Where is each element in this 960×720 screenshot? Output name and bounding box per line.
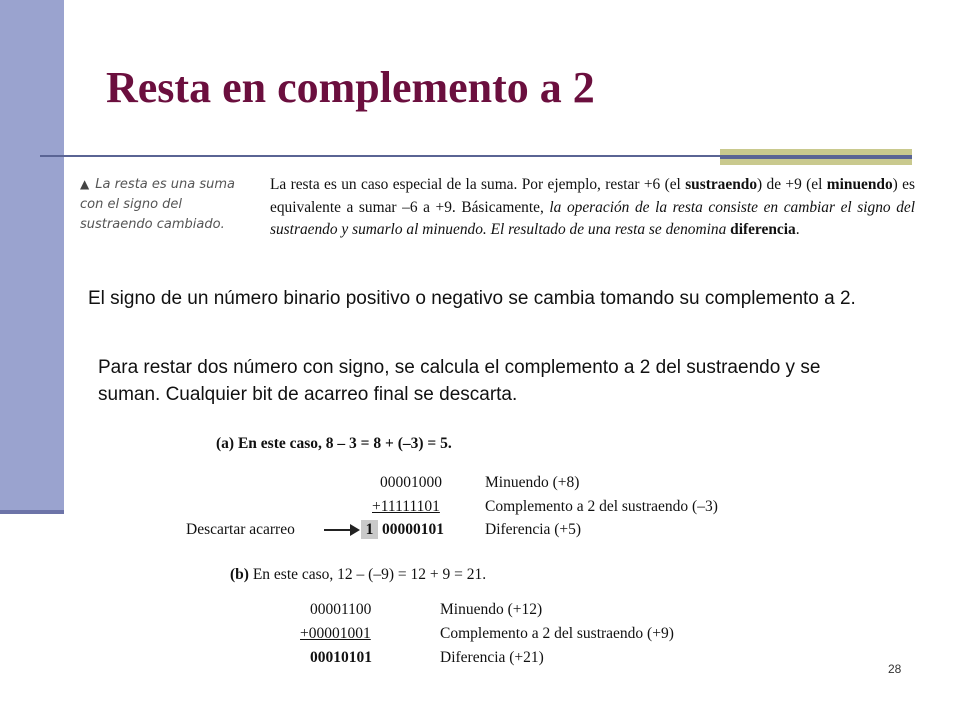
- margin-note: [80, 174, 255, 235]
- discard-carry-label: Descartar acarreo: [186, 521, 295, 538]
- example-a-heading-text: En este caso, 8 – 3 = 8 + (–3) = 5.: [237, 435, 452, 452]
- accent-line: [720, 157, 912, 159]
- example-b-difference-desc: Diferencia (+21): [440, 649, 544, 666]
- example-a-label: (a): [216, 435, 235, 452]
- example-a-minuend-desc: Minuendo (+8): [485, 474, 580, 491]
- example-a-complement-desc: Complemento a 2 del sustraendo (–3): [485, 498, 718, 515]
- excerpt-text: .: [795, 221, 800, 238]
- example-b-minuend-value: 00001100: [310, 601, 372, 618]
- example-a-complement-value: +11111101: [372, 498, 440, 515]
- body-paragraph-1: El signo de un número binario positivo o negativo se cambia tomando su complemento a 2.: [88, 288, 856, 309]
- excerpt-text: ) de +9 (el: [757, 176, 827, 193]
- excerpt-text: La resta es un caso especial de la suma. Por ejemplo, restar +6 (el: [270, 176, 686, 193]
- triangle-icon: ▲: [80, 177, 90, 191]
- carry-bit-box: 1: [361, 520, 378, 539]
- example-a-difference-desc: Diferencia (+5): [485, 521, 582, 538]
- excerpt-italic: la operación de la resta consiste en cambiar el signo del sustraendo y sumarlo al minuendo. El resultado de una resta se denomina: [270, 198, 916, 238]
- term-minuendo: minuendo: [826, 176, 893, 193]
- term-diferencia: diferencia: [730, 221, 796, 238]
- example-a-minuend-value: 00001000: [380, 474, 442, 491]
- body-paragraph-2: Para restar dos número con signo, se calcula el complemento a 2 del sustraendo y se suman. Cualquier bit de acarreo final se descarta.: [98, 357, 821, 405]
- example-b-complement-desc: Complemento a 2 del sustraendo (+9): [440, 625, 674, 642]
- example-a-difference-value: 00000101: [382, 521, 444, 538]
- excerpt-text: ) es equivalente a sumar –6 a +9. Básicamente,: [270, 176, 915, 216]
- slide-title: Resta en complemento a 2: [106, 63, 595, 112]
- example-b-heading: [230, 566, 486, 584]
- term-sustraendo: sustraendo: [685, 176, 758, 193]
- book-excerpt-paragraph: [270, 174, 915, 242]
- example-b-difference-value: 00010101: [310, 649, 372, 666]
- arrow-head-icon: [350, 524, 360, 536]
- example-b-label: (b): [230, 566, 249, 583]
- page-number: 28: [888, 662, 902, 676]
- margin-note-text: La resta es una suma con el signo del sustraendo cambiado.: [80, 177, 236, 232]
- left-decorative-bar: [0, 0, 64, 512]
- left-bar-shadow: [0, 510, 64, 514]
- example-a-heading: [216, 435, 452, 453]
- example-b-minuend-desc: Minuendo (+12): [440, 601, 543, 618]
- example-b-complement-value: +00001001: [300, 625, 371, 642]
- example-b-heading-text: En este caso, 12 – (–9) = 12 + 9 = 21.: [252, 566, 487, 583]
